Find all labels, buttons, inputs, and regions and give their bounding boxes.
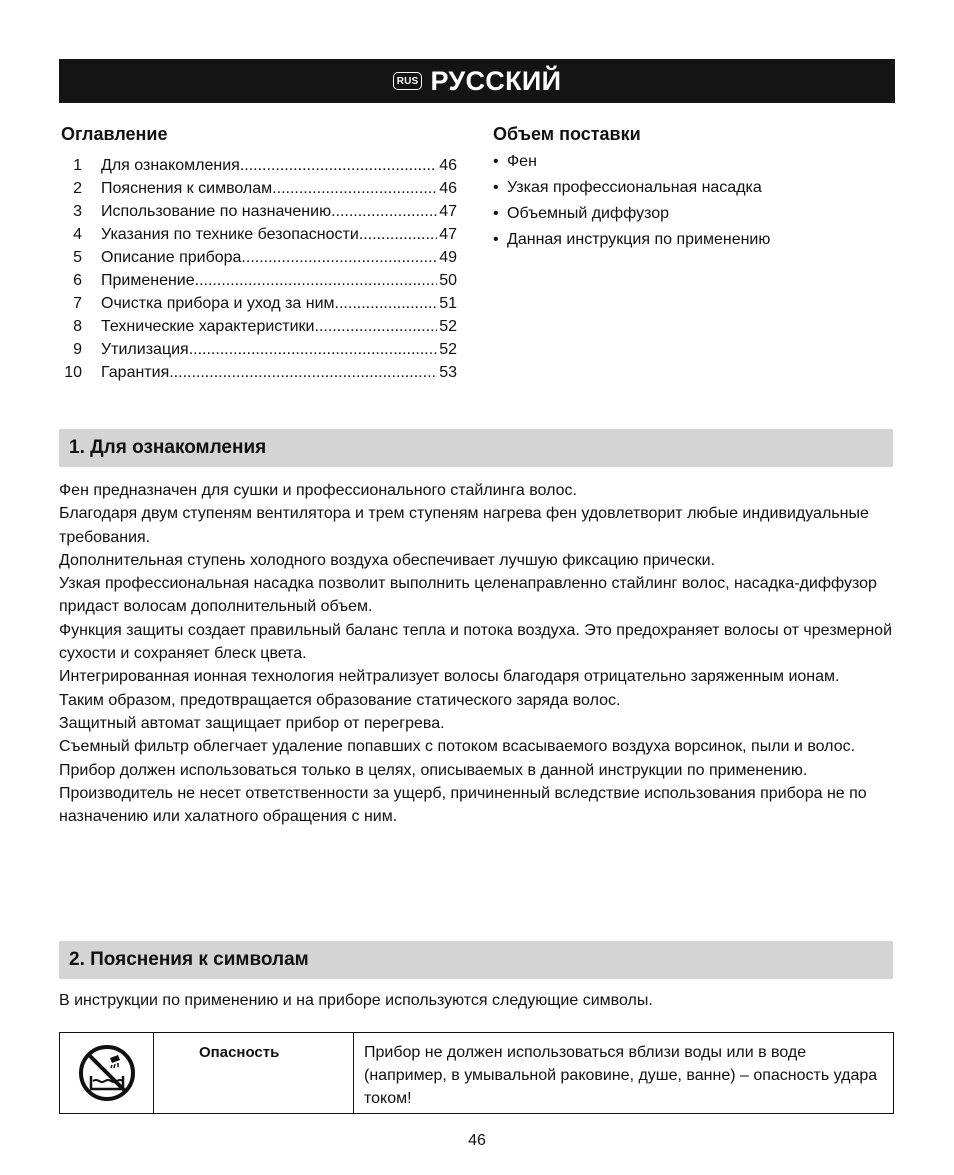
toc-item-number: 5 bbox=[73, 249, 82, 266]
paragraph: Прибор должен использоваться только в целях, описываемых в данной инструкции по применению. bbox=[59, 761, 808, 779]
symbol-description: Прибор не должен использоваться вблизи воды или в воде (например, в умывальной раковине, душе, ванне) – опасность удара током! bbox=[364, 1044, 878, 1107]
toc-item-page: 52 bbox=[439, 341, 457, 358]
bullet-mark: • bbox=[493, 205, 499, 222]
section-intro bbox=[59, 989, 899, 1012]
list-item bbox=[493, 149, 893, 175]
toc-item-label: Гарантия bbox=[101, 364, 170, 381]
toc-dot-leader bbox=[195, 269, 437, 292]
toc-item[interactable] bbox=[61, 246, 457, 269]
toc-item-label: Технические характеристики bbox=[101, 318, 315, 335]
toc-item-page: 46 bbox=[439, 180, 457, 197]
toc-item-number: 8 bbox=[73, 318, 82, 335]
toc-item[interactable] bbox=[61, 269, 457, 292]
toc-item-label: Для ознакомления bbox=[101, 157, 240, 174]
toc-item-number: 3 bbox=[73, 203, 82, 220]
toc-item[interactable] bbox=[61, 223, 457, 246]
list-item bbox=[493, 227, 893, 253]
paragraph: Интегрированная ионная технология нейтрализует волосы благодаря отрицательно заряженным ионам. bbox=[59, 668, 840, 686]
toc-item-number: 6 bbox=[73, 272, 82, 289]
paragraph: В инструкции по применению и на приборе используются следующие символы. bbox=[59, 992, 653, 1009]
table-of-contents bbox=[61, 124, 457, 384]
list-item-text: Узкая профессиональная насадка bbox=[507, 179, 762, 196]
paragraph: Таким образом, предотвращается образование статического заряда волос. bbox=[59, 691, 621, 709]
page-number: 46 bbox=[468, 1132, 486, 1149]
toc-item-label: Описание прибора bbox=[101, 249, 242, 266]
toc-item-number: 1 bbox=[73, 157, 82, 174]
toc-item-label: Использование по назначению bbox=[101, 203, 332, 220]
toc-item-page: 47 bbox=[439, 203, 457, 220]
toc-item[interactable] bbox=[61, 338, 457, 361]
bullet-mark: • bbox=[493, 231, 499, 248]
list-item-text: Объемный диффузор bbox=[507, 205, 670, 222]
paragraph: Фен предназначен для сушки и профессионального стайлинга волос. bbox=[59, 482, 577, 499]
scope-heading: Объем поставки bbox=[493, 124, 641, 144]
symbol-label: Опасность bbox=[154, 1033, 354, 1113]
toc-item-number: 7 bbox=[73, 295, 82, 312]
toc-dot-leader bbox=[331, 200, 437, 223]
toc-dot-leader bbox=[169, 361, 437, 384]
language-badge: RUS bbox=[393, 72, 423, 90]
paragraph: Узкая профессиональная насадка позволит выполнить целенаправленно стайлинг волос, насадка-диффузор придаст волосам дополнительный объем. bbox=[59, 575, 877, 616]
section-title: 1. Для ознакомления bbox=[69, 437, 267, 458]
toc-item[interactable] bbox=[61, 361, 457, 384]
toc-item-number: 9 bbox=[73, 341, 82, 358]
toc-heading: Оглавление bbox=[61, 124, 168, 144]
toc-item[interactable] bbox=[61, 292, 457, 315]
section-title: 2. Пояснения к символам bbox=[69, 949, 309, 970]
paragraph: Производитель не несет ответственности за ущерб, причиненный вследствие использования прибора не по назначению или халатного обращения с ним. bbox=[59, 784, 867, 826]
toc-item-page: 49 bbox=[439, 249, 457, 266]
symbol-icon-cell bbox=[60, 1033, 154, 1113]
list-item bbox=[493, 201, 893, 227]
bullet-mark: • bbox=[493, 153, 499, 170]
toc-dot-leader bbox=[315, 315, 438, 338]
toc-item-label: Утилизация bbox=[101, 341, 189, 358]
toc-item-page: 51 bbox=[439, 295, 457, 312]
toc-item-page: 46 bbox=[439, 157, 457, 174]
section-heading-bar bbox=[59, 429, 893, 467]
list-item bbox=[493, 175, 893, 201]
paragraph: Благодаря двум ступеням вентилятора и трем ступеням нагрева фен удовлетворит любые индивидуальные требования. bbox=[59, 505, 869, 546]
list-item-text: Данная инструкция по применению bbox=[507, 231, 771, 248]
section-heading-bar bbox=[59, 941, 893, 979]
paragraph: Защитный автомат защищает прибор от перегрева. bbox=[59, 714, 445, 732]
paragraph: Съемный фильтр облегчает удаление попавших с потоком всасываемого воздуха ворсинок, пыли и волос. bbox=[59, 738, 856, 756]
toc-item[interactable] bbox=[61, 177, 457, 200]
list-item-text: Фен bbox=[507, 153, 537, 170]
toc-dot-leader bbox=[335, 292, 437, 315]
language-header bbox=[59, 59, 895, 103]
paragraph: Функция защиты создает правильный баланс тепла и потока воздуха. Это предохраняет волосы от чрезмерной сухости и сохраняет блеск цвета. bbox=[59, 621, 892, 663]
toc-dot-leader bbox=[189, 338, 437, 361]
section-body bbox=[59, 479, 899, 828]
toc-item-number: 2 bbox=[73, 180, 82, 197]
toc-item-label: Указания по технике безопасности bbox=[101, 226, 359, 243]
language-title: РУССКИЙ bbox=[430, 65, 562, 96]
toc-item[interactable] bbox=[61, 200, 457, 223]
toc-dot-leader bbox=[359, 223, 437, 246]
toc-item-label: Пояснения к символам bbox=[101, 180, 273, 197]
toc-dot-leader bbox=[241, 246, 437, 269]
toc-item-page: 50 bbox=[439, 272, 457, 289]
toc-item[interactable] bbox=[61, 315, 457, 338]
toc-item-page: 53 bbox=[439, 364, 457, 381]
symbol-table bbox=[59, 1032, 894, 1114]
toc-item-page: 52 bbox=[439, 318, 457, 335]
toc-item[interactable] bbox=[61, 154, 457, 177]
toc-item-page: 47 bbox=[439, 226, 457, 243]
toc-item-label: Применение bbox=[101, 272, 195, 289]
toc-item-number: 10 bbox=[64, 364, 82, 381]
scope-of-delivery bbox=[493, 124, 893, 253]
bullet-mark: • bbox=[493, 179, 499, 196]
toc-dot-leader bbox=[240, 154, 437, 177]
paragraph: Дополнительная ступень холодного воздуха обеспечивает лучшую фиксацию прически. bbox=[59, 551, 716, 569]
toc-dot-leader bbox=[272, 177, 437, 200]
no-water-icon bbox=[77, 1043, 137, 1103]
toc-item-number: 4 bbox=[73, 226, 82, 243]
toc-item-label: Очистка прибора и уход за ним bbox=[101, 295, 335, 312]
